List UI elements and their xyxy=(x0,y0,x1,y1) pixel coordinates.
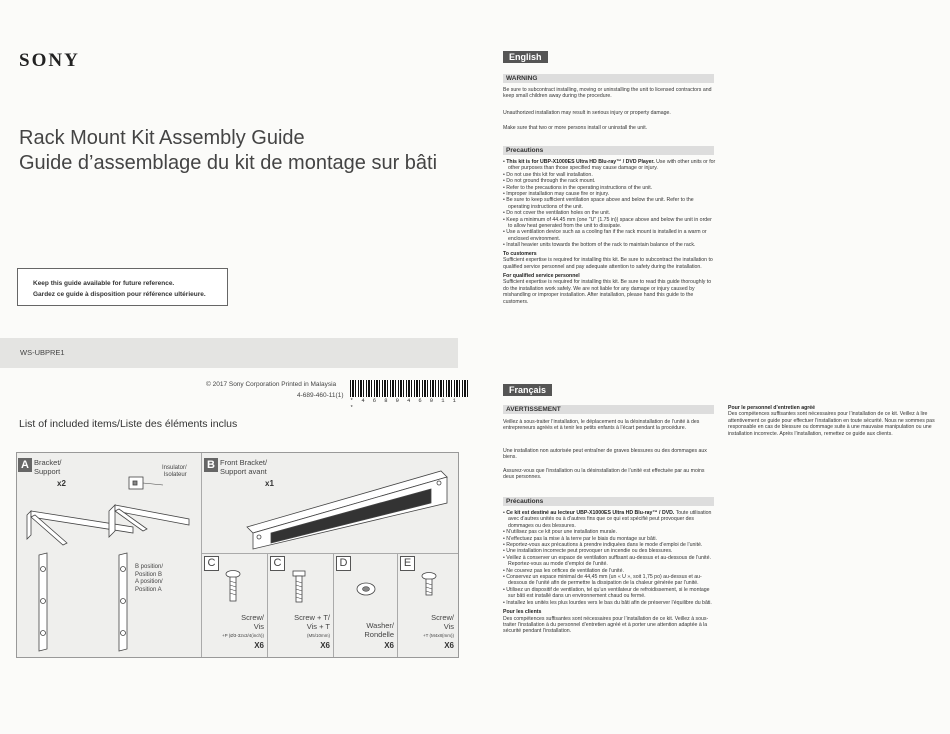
item-e-spec: +T (M4x8(mm)) xyxy=(422,633,454,638)
francais-customers-text: Des compétences suffisantes sont nécessaires pour l’installation de ce kit. Veillez à sous-traiter l’installation à du personnel d’entretien agréé et à porter une attention adaptée à la sécurité pendant l’installation. xyxy=(503,615,709,635)
francais-bullet xyxy=(503,510,716,529)
item-d-name-fr: Rondelle xyxy=(364,630,394,639)
item-letter-a: A xyxy=(18,458,32,472)
item-e-name-fr: Vis xyxy=(443,622,454,631)
english-qualified-text: Sufficient expertise is required for installing this kit. Be sure to read this guide thoroughly to do the installation work safely. We are not liable for any damage or injury caused by mishandling or improper installation. After installation, please hand this guide to the customers. xyxy=(503,279,712,305)
position-b-fr: Position B xyxy=(135,571,163,578)
english-bullet: • Use a ventilation device such as a cooling fan if the rack mount is installed in a warm or enclosed environment. xyxy=(503,229,716,242)
francais-warning-heading: AVERTISSEMENT xyxy=(503,405,714,414)
copyright: © 2017 Sony Corporation Printed in Malaysia xyxy=(206,381,337,388)
francais-bullet-rest: Toute utilisation avec d’autres unités ou à d’autres fins que ce qui est spécifié peut provoquer des dommages ou des blessures. xyxy=(508,510,712,529)
item-d-name-en: Washer/ xyxy=(366,621,394,630)
francais-bullet: • Veillez à conserver un espace de ventilation suffisant au-dessus et au-dessous de l’unité. Reportez-vous au mode d’emploi de l’unité. xyxy=(503,555,716,568)
front-bracket-illustration xyxy=(241,463,455,551)
item-c1-name-en: Screw/ xyxy=(241,613,264,622)
francais-bullet: • Une installation incorrecte peut provoquer un incendie ou des blessures. xyxy=(503,548,716,554)
english-warning-1: Be sure to subcontract installing, moving or uninstalling the unit to licensed contractors and keep small children away during the procedure. xyxy=(503,87,712,100)
washer-illustration xyxy=(355,581,377,597)
item-c2-name-en: Screw + T/ xyxy=(294,613,330,622)
francais-customers-heading: Pour les clients xyxy=(503,609,542,616)
english-bullet xyxy=(503,159,716,172)
english-bullet: • Do not cover the ventilation holes on the unit. xyxy=(503,210,716,216)
item-b-name-fr: Support avant xyxy=(220,467,267,476)
francais-warning-3: Assurez-vous que l’installation ou la désinstallation de l’unité est effectuée par au moins deux personnes. xyxy=(503,468,705,481)
title-english: Rack Mount Kit Assembly Guide xyxy=(19,127,305,149)
francais-bullet: • N’effectuez pas la mise à la terre par le biais du montage sur bâti. xyxy=(503,536,716,542)
item-a-name-fr: Support xyxy=(34,467,61,476)
item-a-name-en: Bracket/ xyxy=(34,458,62,467)
item-c1-qty: X6 xyxy=(254,641,264,650)
english-qualified-heading: For qualified service personnel xyxy=(503,272,580,279)
item-d-qty: X6 xyxy=(384,641,394,650)
position-a-en: A position/ xyxy=(135,579,163,585)
item-c2-name-fr: Vis + T xyxy=(306,622,330,631)
item-letter-b: B xyxy=(204,458,218,472)
item-a-qty: x2 xyxy=(57,479,66,488)
francais-warning-2: Une installation non autorisée peut entraîner de graves blessures ou des dommages aux biens. xyxy=(503,448,707,461)
english-bullet: • Improper installation may cause fire or injury. xyxy=(503,191,716,197)
included-items-panel xyxy=(16,452,459,658)
francais-bullet: • Utilisez un dispositif de ventilation, tel qu’un ventilateur de refroidissement, si le montage sur bâti est installé dans un environnement chaud ou fermé. xyxy=(503,587,716,600)
english-bullet: • Be sure to keep sufficient ventilation space above and below the unit. Refer to the operating instructions of the unit. xyxy=(503,197,716,210)
francais-bullet: • Installez les unités les plus lourdes vers le bas du bâti afin de préserver l’équilibre du bâti. xyxy=(503,600,716,606)
english-bullet-bold: This kit is for UBP-X1000ES Ultra HD Blu-ray™ / DVD Player. xyxy=(506,159,655,165)
bracket-position-illustration xyxy=(33,551,143,655)
barcode xyxy=(350,380,468,397)
english-bullet-rest: Use with other units or for other purposes than those specified may cause damage or injury. xyxy=(508,159,716,172)
included-items-title: List of included items/Liste des éléments inclus xyxy=(19,418,238,430)
position-b-en: B position/ xyxy=(135,564,164,570)
part-number: 4-689-460-11(1) xyxy=(297,392,344,399)
english-customers-text: Sufficient expertise is required for installing this kit. Be sure to subcontract the installation to qualified service personnel and pay adequate attention to safety during the installation. xyxy=(503,257,713,270)
item-c1-spec: +P (Ø3-32x3/4(inch)) xyxy=(221,633,264,638)
item-e-name xyxy=(398,613,454,631)
francais-bullet: • Reportez-vous aux précautions à prendre indiquées dans le mode d’emploi de l’unité. xyxy=(503,542,716,548)
francais-tag: Français xyxy=(503,384,552,396)
position-labels xyxy=(135,564,163,594)
item-letter-c2: C xyxy=(270,556,285,571)
francais-qualified-text: Des compétences suffisantes sont nécessaires pour l’installation de ce kit. Veillez à lire attentivement ce guide pour effectuer l’installation en toute sécurité. Nous ne sommes pas responsable en cas de blessure ou dommage suite à une mauvaise manipulation ou une installation incorrecte. Après l’installation, remettez ce guide aux clients. xyxy=(728,411,935,437)
francais-precautions-heading: Précautions xyxy=(503,497,714,506)
english-precautions-heading: Precautions xyxy=(503,146,714,155)
english-customers-heading: To customers xyxy=(503,250,537,257)
item-e-qty: X6 xyxy=(444,641,454,650)
francais-precautions-list xyxy=(503,510,716,635)
item-letter-d: D xyxy=(336,556,351,571)
bracket-illustration xyxy=(23,471,195,553)
divider xyxy=(201,453,202,657)
francais-bullet-bold: Ce kit est destiné au lecteur UBP-X1000ES Ultra HD Blu-ray™ / DVD. xyxy=(506,510,675,516)
item-c1-name xyxy=(204,613,264,631)
model-band xyxy=(0,338,458,368)
item-c2-spec: (M5/10mm) xyxy=(306,633,330,638)
english-bullet: • Install heavier units towards the bottom of the rack to maintain balance of the rack. xyxy=(503,242,716,248)
keep-guide-notice xyxy=(17,268,228,306)
model-number: WS-UBPRE1 xyxy=(20,348,65,357)
insulator-en: Insulator/ xyxy=(162,465,187,471)
english-bullet: • Do not use this kit for wall installation. xyxy=(503,172,716,178)
item-d-name xyxy=(336,621,394,639)
english-warning-3: Make sure that two or more persons install or uninstall the unit. xyxy=(503,125,648,131)
title-french: Guide d’assemblage du kit de montage sur bâti xyxy=(19,152,438,174)
english-warning-2: Unauthorized installation may result in serious injury or property damage. xyxy=(503,110,671,116)
item-letter-c1: C xyxy=(204,556,219,571)
item-b-qty: x1 xyxy=(265,479,274,488)
english-bullet: • Keep a minimum of 44.45 mm (one "U" (1.75 in)) space above and below the unit in order to allow heat generated from the unit to dissipate. xyxy=(503,217,716,230)
screw-e-illustration xyxy=(419,571,439,599)
francais-bullet: • N’utilisez pas ce kit pour une installation murale. xyxy=(503,529,716,535)
english-tag: English xyxy=(503,51,548,63)
item-e-name-en: Screw/ xyxy=(431,613,454,622)
english-warning-heading: WARNING xyxy=(503,74,714,83)
francais-bullet: • Ne couvrez pas les orifices de ventilation de l’unité. xyxy=(503,568,716,574)
screw-c1-illustration xyxy=(223,569,243,605)
divider xyxy=(333,553,334,657)
screw-c2-illustration xyxy=(289,569,309,605)
item-c2-name xyxy=(270,613,330,631)
keep-notice-fr: Gardez ce guide à disposition pour référence ultérieure. xyxy=(33,291,206,298)
francais-warning-1: Veillez à sous-traiter l’installation, le déplacement ou la désinstallation de l’unité à des entrepreneurs agréés et à tenir les petits enfants à l’écart pendant la procédure. xyxy=(503,419,700,432)
divider xyxy=(201,553,458,554)
english-precautions-list xyxy=(503,159,716,305)
english-bullet: • Refer to the precautions in the operating instructions of the unit. xyxy=(503,185,716,191)
francais-bullet: • Conservez un espace minimal de 44,45 mm (un « U », soit 1,75 po) au-dessus et au-dessous de l’unité afin de permettre la dissipation de la chaleur générée par l’unité. xyxy=(503,574,716,587)
item-c2-qty: X6 xyxy=(320,641,330,650)
barcode-text: * 4 6 8 9 4 6 0 1 1 * xyxy=(350,397,459,411)
english-bullet: • Do not ground through the rack mount. xyxy=(503,178,716,184)
divider xyxy=(267,553,268,657)
item-b-name-en: Front Bracket/ xyxy=(220,458,268,467)
item-letter-e: E xyxy=(400,556,415,571)
position-a-fr: Position A xyxy=(135,586,162,593)
francais-qualified-section xyxy=(728,405,938,437)
sony-logo: SONY xyxy=(19,50,80,71)
item-c1-name-fr: Vis xyxy=(253,622,264,631)
keep-notice-en: Keep this guide available for future reference. xyxy=(33,280,175,287)
francais-qualified-heading: Pour le personnel d’entretien agréé xyxy=(728,405,816,411)
insulator-fr: Isolateur xyxy=(163,472,187,478)
